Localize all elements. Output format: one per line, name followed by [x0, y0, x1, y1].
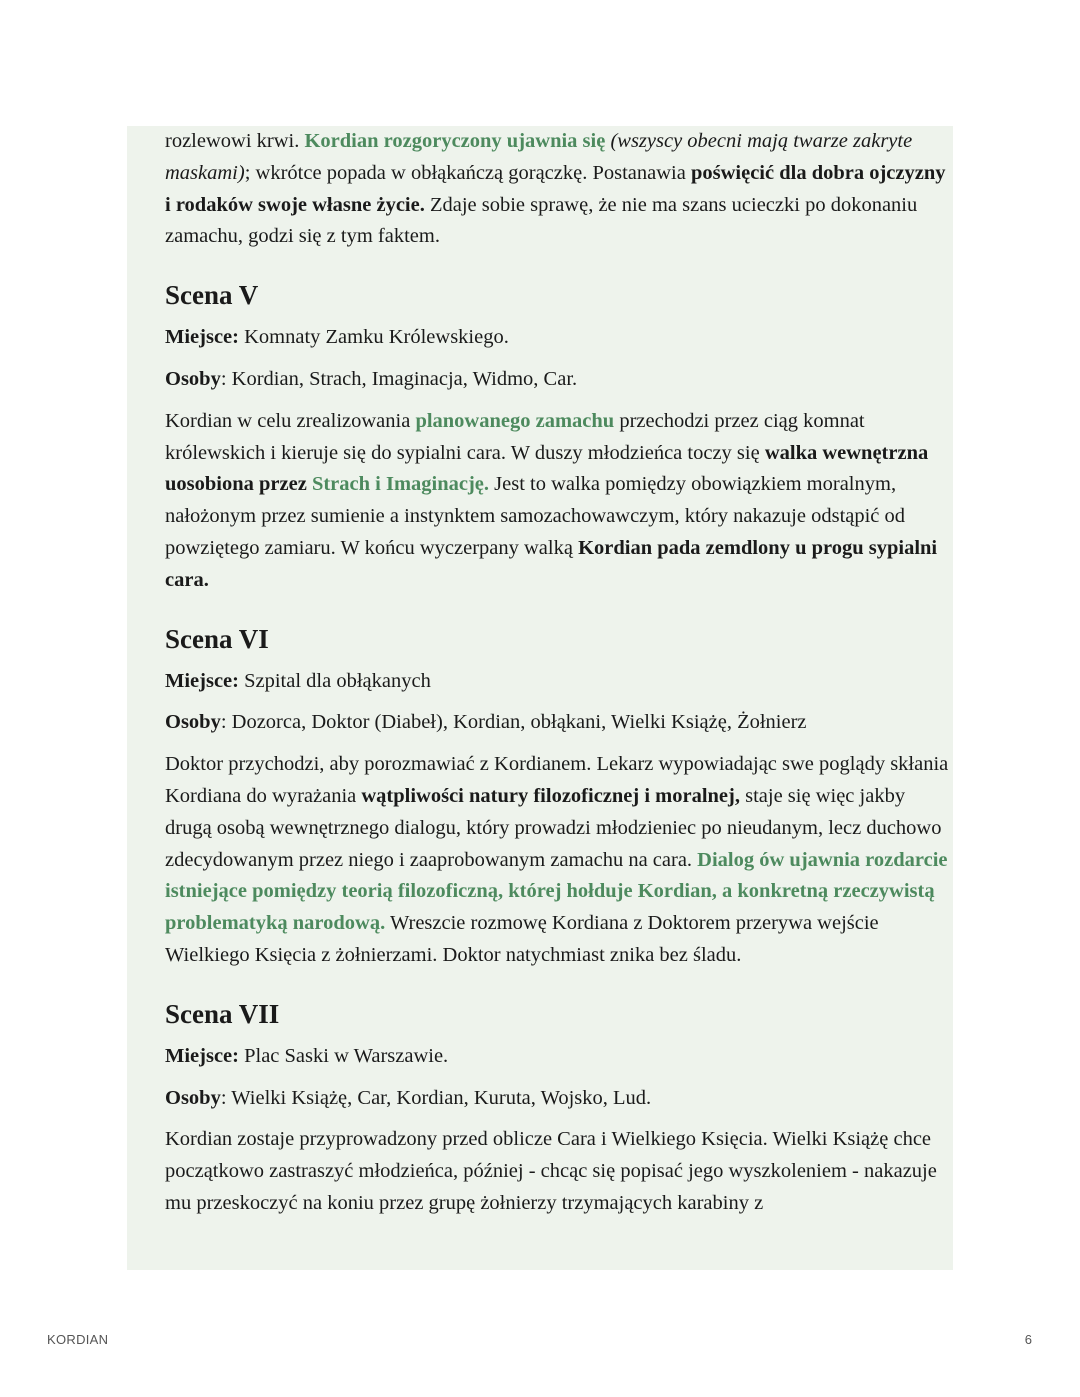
- bold-span: walka wewnętrzna uosobiona przez: [165, 441, 929, 496]
- footer-title: KORDIAN: [47, 1332, 109, 1347]
- scene5-persons: [165, 364, 955, 396]
- scene5-paragraph: [165, 406, 955, 597]
- persons-label: Osoby: [165, 711, 221, 734]
- text-span: Kordian w celu zrealizowania: [165, 409, 416, 432]
- italic-span: (wszyscy obecni mają twarze zakryte maskami): [165, 130, 913, 184]
- persons-value: : Kordian, Strach, Imaginacja, Widmo, Car.: [220, 367, 578, 390]
- persons-label: Osoby: [165, 1086, 221, 1109]
- text-span: Doktor przychodzi, aby porozmawiać z Kordianem. Lekarz wypowiadając swe poglądy skłania Kordiana do wyrażania: [165, 753, 949, 807]
- text-span: Wreszcie rozmowę Kordiana z Doktorem przerywa wejście Wielkiego Księcia z żołnierzami. Doktor natychmiast znika bez śladu.: [165, 912, 879, 966]
- scene7-place: [165, 1041, 955, 1073]
- place-label: Miejsce:: [165, 669, 239, 692]
- top-paragraph: [165, 126, 955, 253]
- text-span: rozlewowi krwi.: [165, 130, 305, 152]
- place-label: Miejsce:: [165, 1044, 239, 1067]
- scene7-paragraph: [165, 1124, 955, 1219]
- scene7-title: Scena VII: [165, 998, 280, 1029]
- scene7-persons: [165, 1083, 955, 1115]
- scene6-place: [165, 666, 955, 698]
- text-span: staje się więc jakby drugą osobą wewnętrznego dialogu, który prowadzi młodzieniec po nieudanym, lecz duchowo zdecydowanym przez niego i zaaprobowanym zamachu na cara.: [165, 784, 942, 871]
- scene6-title: Scena VI: [165, 623, 269, 654]
- place-value: Plac Saski w Warszawie.: [238, 1044, 449, 1067]
- persons-value: : Dozorca, Doktor (Diabeł), Kordian, obłąkani, Wielki Książę, Żołnierz: [220, 711, 807, 734]
- page-number: 6: [1024, 1332, 1032, 1347]
- place-value: Komnaty Zamku Królewskiego.: [238, 326, 509, 349]
- highlight-span: Strach i Imaginację.: [311, 473, 490, 496]
- bold-span: poświęcić dla dobra ojczyzny i rodaków swoje własne życie.: [165, 161, 946, 216]
- scene6-persons: [165, 707, 955, 739]
- text-span: Jest to walka pomiędzy obowiązkiem moralnym, nałożonym przez sumienie a instynktem samozachowawczym, który nakazuje odstąpić od powziętego zamiaru. W końcu wyczerpany walką: [165, 473, 906, 559]
- text-span: Zdaje sobie sprawę, że nie ma szans ucieczki po dokonaniu zamachu, godzi się z tym faktem.: [165, 193, 918, 248]
- highlight-span: planowanego zamachu: [415, 409, 615, 432]
- scene5-place: [165, 322, 955, 354]
- place-value: Szpital dla obłąkanych: [238, 669, 431, 692]
- persons-value: : Wielki Książę, Car, Kordian, Kuruta, Wojsko, Lud.: [220, 1086, 652, 1109]
- highlight-span: Kordian rozgoryczony ujawnia się: [304, 130, 606, 152]
- text-span: ; wkrótce popada w obłąkańczą gorączkę. Postanawia: [244, 161, 691, 184]
- bold-span: Kordian pada zemdlony u progu sypialni cara.: [165, 536, 938, 591]
- bold-span: wątpliwości natury filozoficznej i moralnej,: [361, 784, 740, 807]
- highlight-span: Dialog ów ujawnia rozdarcie istniejące pomiędzy teorią filozoficzną, której hołduje Kordian, a konkretną rzeczywistą problematyką narodową.: [165, 848, 948, 935]
- page-content: [165, 126, 955, 1220]
- persons-label: Osoby: [165, 367, 221, 390]
- text-span: przechodzi przez ciąg komnat królewskich i kieruje się do sypialni cara. W duszy młodzieńca toczy się: [165, 409, 865, 464]
- scene6-paragraph: [165, 749, 955, 972]
- place-label: Miejsce:: [165, 326, 239, 349]
- text-span: Kordian zostaje przyprowadzony przed oblicze Cara i Wielkiego Księcia. Wielki Książę chce początkowo zastraszyć młodzieńca, później - chcąc się popisać jego wyszkoleniem - nakazuje mu przeskoczyć na koniu przez grupę żołnierzy trzymających karabiny z: [165, 1128, 937, 1214]
- scene5-title: Scena V: [165, 280, 259, 311]
